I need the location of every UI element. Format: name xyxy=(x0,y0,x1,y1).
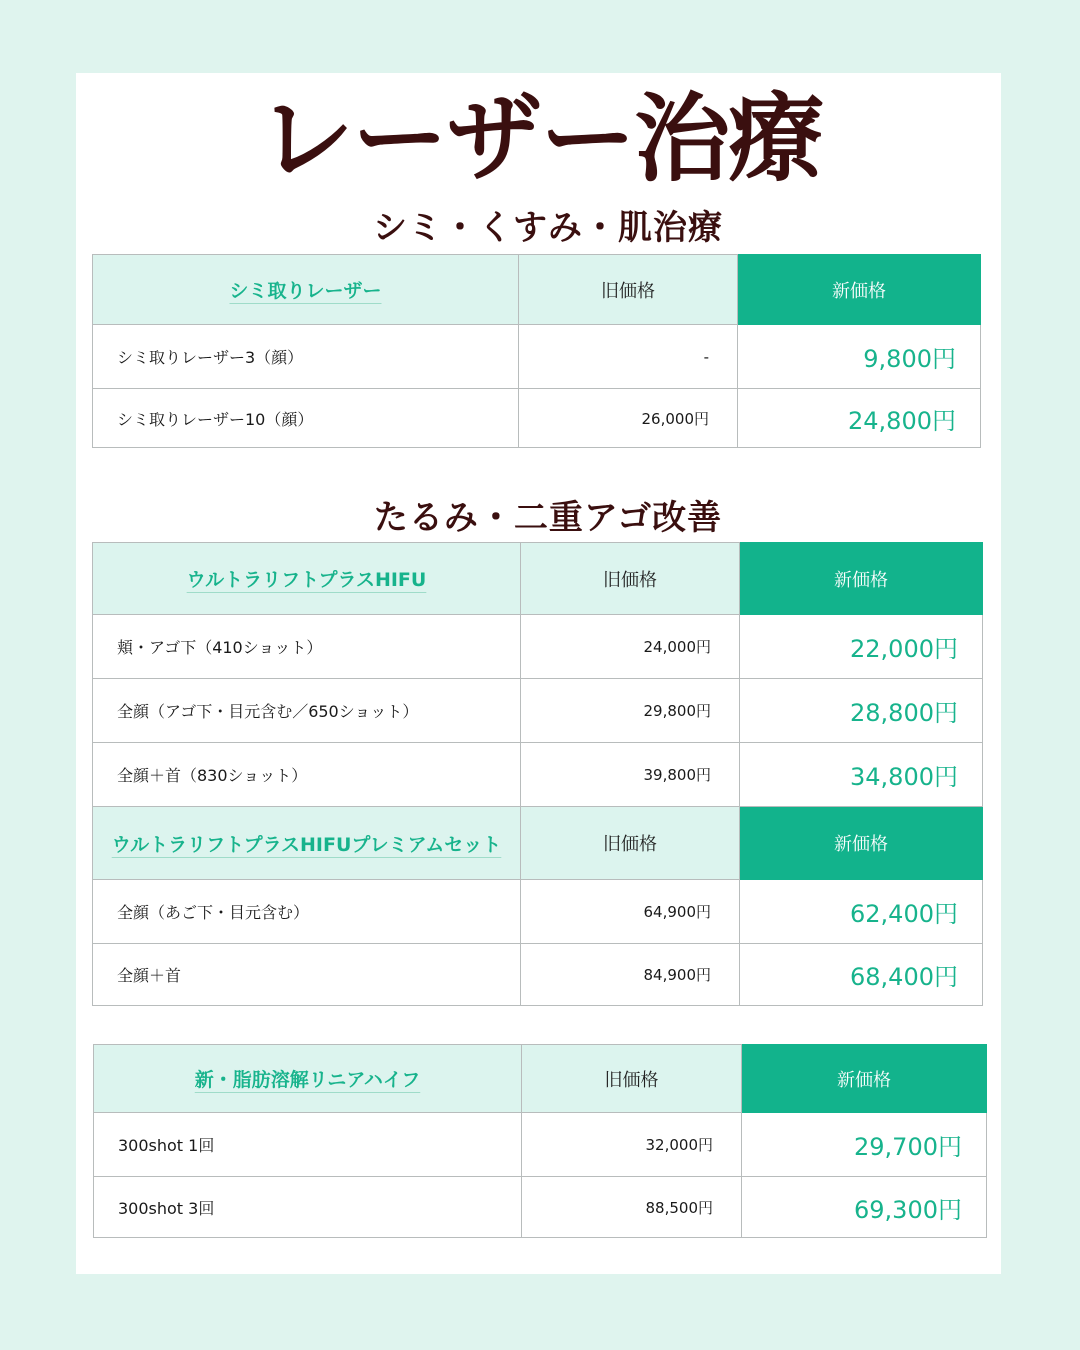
treatment-name: 頬・アゴ下（410ショット） xyxy=(93,615,521,679)
old-price: - xyxy=(519,325,738,389)
price-table-spot-laser xyxy=(92,254,981,448)
new-price-header: 新価格 xyxy=(740,807,983,880)
new-price-header: 新価格 xyxy=(738,255,981,325)
table-row xyxy=(93,743,983,807)
treatment-name: 全顔（あご下・目元含む） xyxy=(93,880,521,944)
table-title: シミ取りレーザー xyxy=(93,255,519,325)
new-price: 62,400円 xyxy=(740,880,983,944)
new-price: 29,700円 xyxy=(742,1113,987,1177)
section-heading-skin: シミ・くすみ・肌治療 xyxy=(373,208,723,248)
new-price-header: 新価格 xyxy=(742,1045,987,1113)
table-header-row xyxy=(93,255,981,325)
table-header-row xyxy=(93,807,983,880)
price-table-hifu xyxy=(92,542,983,1006)
table-title: ウルトラリフトプラスHIFU xyxy=(93,543,521,615)
new-price-header: 新価格 xyxy=(740,543,983,615)
table-row xyxy=(93,325,981,389)
old-price: 88,500円 xyxy=(522,1177,742,1238)
table-header-row xyxy=(93,543,983,615)
table-title: 新・脂肪溶解リニアハイフ xyxy=(94,1045,522,1113)
treatment-name: 300shot 3回 xyxy=(94,1177,522,1238)
section-heading-lifting: たるみ・二重アゴ改善 xyxy=(373,498,723,538)
new-price: 68,400円 xyxy=(740,944,983,1006)
new-price: 28,800円 xyxy=(740,679,983,743)
table-row xyxy=(93,679,983,743)
treatment-name: シミ取りレーザー10（顔） xyxy=(93,389,519,448)
new-price: 22,000円 xyxy=(740,615,983,679)
old-price-header: 旧価格 xyxy=(521,543,740,615)
old-price: 84,900円 xyxy=(521,944,740,1006)
old-price-header: 旧価格 xyxy=(522,1045,742,1113)
table-row xyxy=(93,880,983,944)
old-price: 29,800円 xyxy=(521,679,740,743)
old-price: 26,000円 xyxy=(519,389,738,448)
new-price: 69,300円 xyxy=(742,1177,987,1238)
table-row xyxy=(94,1113,987,1177)
treatment-name: 全顔＋首 xyxy=(93,944,521,1006)
treatment-name: シミ取りレーザー3（顔） xyxy=(93,325,519,389)
old-price-header: 旧価格 xyxy=(519,255,738,325)
treatment-name: 300shot 1回 xyxy=(94,1113,522,1177)
new-price: 34,800円 xyxy=(740,743,983,807)
old-price: 24,000円 xyxy=(521,615,740,679)
table-title: ウルトラリフトプラスHIFUプレミアムセット xyxy=(93,807,521,880)
table-row xyxy=(93,615,983,679)
treatment-name: 全顔＋首（830ショット） xyxy=(93,743,521,807)
old-price: 32,000円 xyxy=(522,1113,742,1177)
old-price: 39,800円 xyxy=(521,743,740,807)
old-price: 64,900円 xyxy=(521,880,740,944)
table-row xyxy=(93,389,981,448)
new-price: 9,800円 xyxy=(738,325,981,389)
table-header-row xyxy=(94,1045,987,1113)
treatment-name: 全顔（アゴ下・目元含む／650ショット） xyxy=(93,679,521,743)
old-price-header: 旧価格 xyxy=(521,807,740,880)
price-table-linear-hifu xyxy=(93,1044,987,1238)
page-title: レーザー治療 xyxy=(258,83,822,195)
new-price: 24,800円 xyxy=(738,389,981,448)
table-row xyxy=(94,1177,987,1238)
table-row xyxy=(93,944,983,1006)
